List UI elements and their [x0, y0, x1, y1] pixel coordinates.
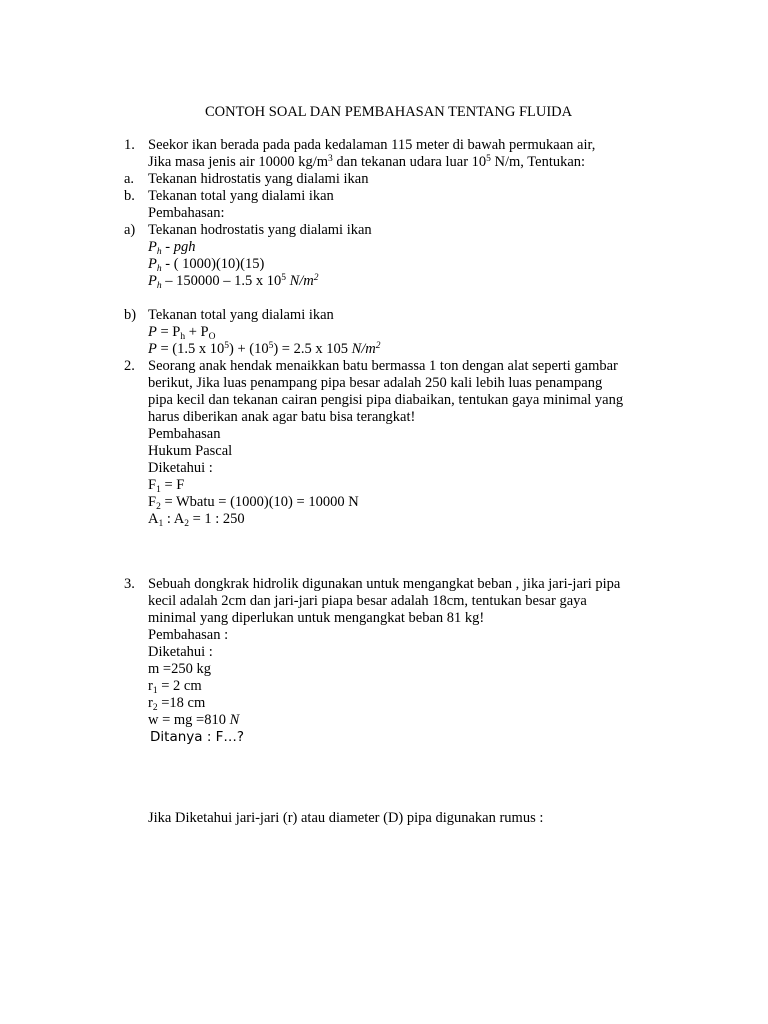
q2-area-ratio: $A_1$ : $A_2 = 1$ : 250: [148, 511, 245, 529]
q1-solution-a-label: a): [124, 222, 136, 238]
q1-equation-3: $P_h - 150000 - 1.5$ x $10^5$ $N/m^2$: [148, 273, 319, 291]
q3-mass: m =250 kg: [148, 661, 211, 677]
q1-text-line1: Seekor ikan berada pada pada kedalaman 115 meter di bawah permukaan air,: [148, 137, 596, 153]
q3-r2: $r_2 =18$ cm: [148, 695, 206, 713]
closing-text: Jika Diketahui jari-jari (r) atau diameter (D) pipa digunakan rumus :: [148, 810, 544, 826]
q1-text-line2: Jika masa jenis air 10000 $kg/m^3$ dan tekanan udara luar $10^5$ N/m, Tentukan:: [148, 154, 586, 170]
q1-option-a-label: a.: [124, 171, 135, 187]
q2-text-line3: pipa kecil dan tekanan cairan pengisi pipa diabaikan, tentukan gaya minimal yang: [148, 392, 624, 408]
q3-pembahasan: Pembahasan :: [148, 627, 229, 643]
q1-equation-5: P = (1.5 x $10^5) + (10^5) = 2.5$ x 105 $N/m^2$: [148, 341, 381, 357]
q1-option-b-label: b.: [124, 188, 135, 204]
q2-text-line4: harus diberikan anak agar batu bisa terangkat!: [148, 409, 416, 425]
q1-pembahasan: Pembahasan:: [148, 205, 225, 221]
q2-hukum: Hukum Pascal: [148, 443, 233, 459]
q3-text-line2: kecil adalah 2cm dan jari-jari piapa besar adalah 18cm, tentukan besar gaya: [148, 593, 587, 609]
q2-number: 2.: [124, 358, 135, 374]
q2-text-line1: Seorang anak hendak menaikkan batu bermassa 1 ton dengan alat seperti gambar: [148, 358, 618, 374]
q3-number: 3.: [124, 576, 135, 592]
q1-equation-4: $P = P_h + P_O$: [148, 324, 216, 342]
q1-option-b-text: Tekanan total yang dialami ikan: [148, 188, 334, 204]
q3-ditanya: Ditanya : F…?: [150, 729, 245, 745]
q1-equation-2: $P_h$ - ( 1000)(10)(15): [148, 256, 265, 274]
q1-option-a-text: Tekanan hidrostatis yang dialami ikan: [148, 171, 369, 187]
q3-r1: $r_1 = 2$ cm: [148, 678, 202, 696]
q3-text-line3: minimal yang diperlukan untuk mengangkat beban 81 kg!: [148, 610, 485, 626]
q1-solution-a-text: Tekanan hodrostatis yang dialami ikan: [148, 222, 372, 238]
q1-number: 1.: [124, 137, 135, 153]
q2-pembahasan: Pembahasan: [148, 426, 221, 442]
q2-f1: $F_1 = F$: [148, 477, 185, 495]
q3-weight: w = mg =810 N: [148, 712, 240, 728]
q3-diketahui: Diketahui :: [148, 644, 213, 660]
q2-text-line2: berikut, Jika luas penampang pipa besar adalah 250 kali lebih luas penampang: [148, 375, 603, 391]
q3-text-line1: Sebuah dongkrak hidrolik digunakan untuk mengangkat beban , jika jari-jari pipa: [148, 576, 621, 592]
q2-f2: $F_2$ = Wbatu = (1000)(10) = 10000 N: [148, 494, 359, 512]
q1-solution-b-label: b): [124, 307, 137, 323]
q1-equation-1: $P_h$ - pgh: [148, 239, 196, 257]
page-title: CONTOH SOAL DAN PEMBAHASAN TENTANG FLUIDA: [205, 104, 573, 120]
q1-solution-b-text: Tekanan total yang dialami ikan: [148, 307, 334, 323]
q2-diketahui: Diketahui :: [148, 460, 213, 476]
